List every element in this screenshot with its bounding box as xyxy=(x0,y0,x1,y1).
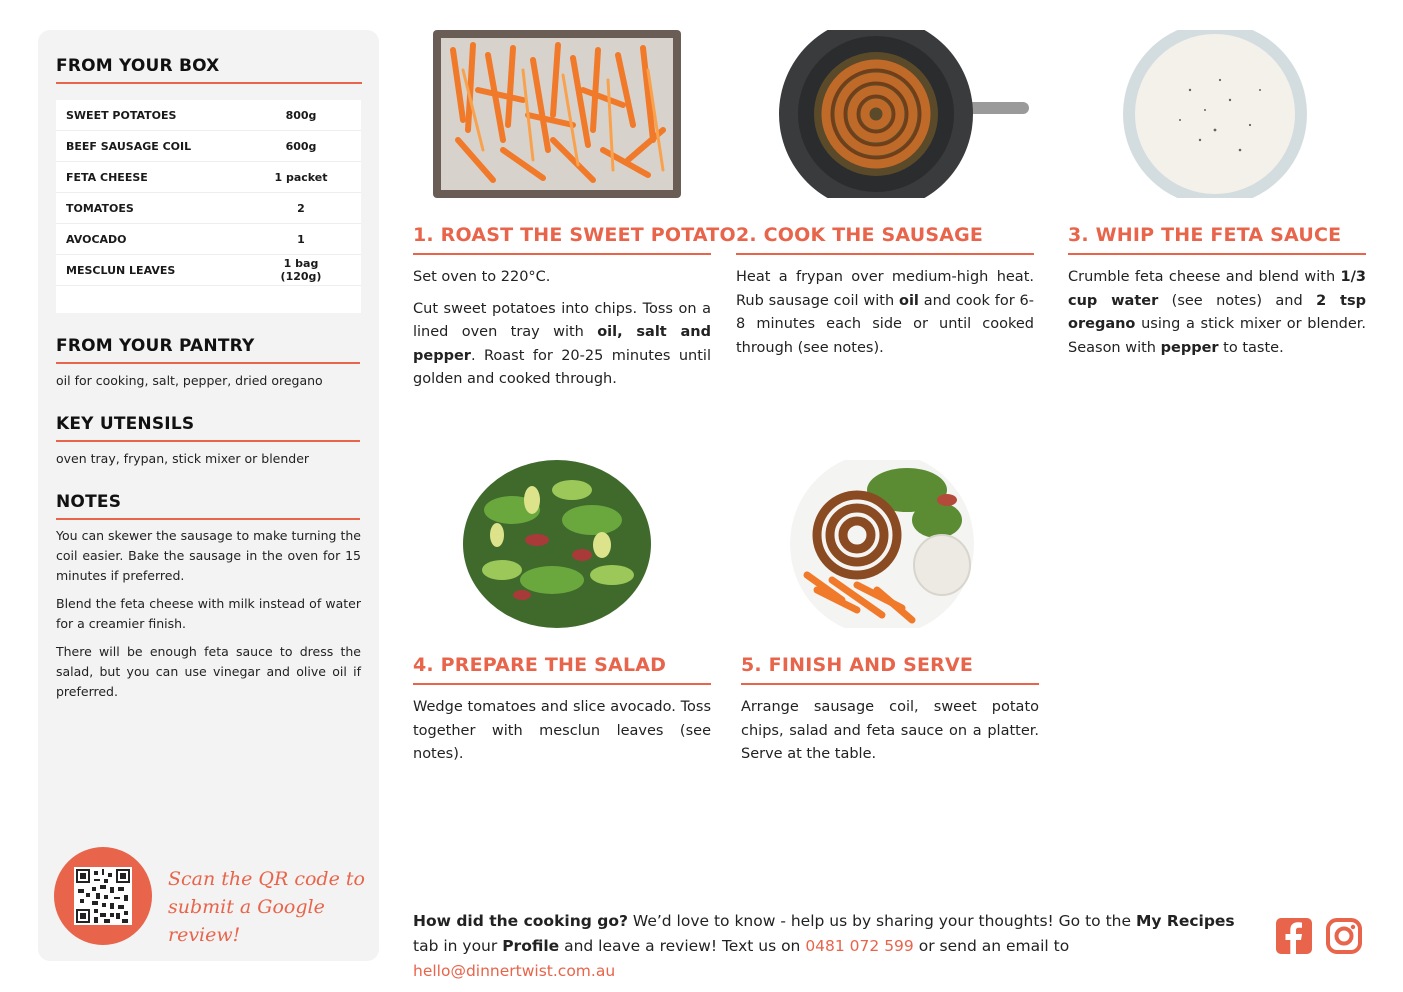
step-4-body xyxy=(413,696,711,775)
phone-link[interactable]: 0481 072 599 xyxy=(805,937,914,955)
divider xyxy=(1068,253,1366,255)
step-text xyxy=(736,266,1034,360)
email-link[interactable]: hello@dinnertwist.com.au xyxy=(413,962,616,980)
divider xyxy=(56,82,362,84)
text-run: or send an email to xyxy=(913,937,1070,955)
step-3-image xyxy=(1120,30,1310,198)
step-3-title: 3. WHIP THE FETA SAUCE xyxy=(1068,224,1342,246)
divider xyxy=(56,440,360,442)
divider xyxy=(413,253,711,255)
step-5-body xyxy=(741,696,1039,775)
ingredient-name: MESCLUN LEAVES xyxy=(66,263,176,277)
ingredient-qty: 600g xyxy=(285,139,317,153)
text-run: tab in your xyxy=(413,937,503,955)
step-text: Arrange sausage coil, sweet potato chips, salad and feta sauce on a platter. Serve at the table. xyxy=(741,699,1039,762)
step-1-body xyxy=(413,266,711,400)
notes-list xyxy=(56,526,361,710)
text-run: . Roast for 20-25 minutes until golden and cooked through. xyxy=(413,347,711,387)
ingredient-name: BEEF SAUSAGE COIL xyxy=(66,139,192,153)
divider xyxy=(413,683,711,685)
notes-title: NOTES xyxy=(56,492,122,512)
footer-question: How did the cooking go? xyxy=(413,912,628,930)
utensils-text: oven tray, frypan, stick mixer or blender xyxy=(56,451,310,466)
qr-caption-line: Scan the QR code to xyxy=(168,868,365,890)
divider xyxy=(56,518,360,520)
step-4-image xyxy=(462,460,652,628)
text-run: We’d love to know - help us by sharing your thoughts! Go to the xyxy=(627,912,1136,930)
qr-badge[interactable] xyxy=(54,847,152,945)
text-bold: oil, salt and pepper xyxy=(413,324,712,364)
ingredient-qty: 1 xyxy=(297,232,305,246)
step-text xyxy=(413,298,711,392)
sidebar-panel xyxy=(38,30,379,961)
ingredient-qty: 2 xyxy=(297,201,305,215)
table-row xyxy=(56,255,361,286)
text-run: using a stick mixer or blender. Season with xyxy=(1068,316,1366,356)
step-text xyxy=(1068,266,1366,360)
divider xyxy=(741,683,1039,685)
divider xyxy=(56,362,360,364)
text-run: and leave a review! Text us on xyxy=(559,937,806,955)
table-row xyxy=(56,162,361,193)
note-item: There will be enough feta sauce to dress the salad, but you can use vinegar and olive oil if preferred. xyxy=(56,644,361,699)
step-5-image xyxy=(787,460,977,628)
my-recipes-link[interactable]: My Recipes xyxy=(1135,912,1235,930)
key-utensils-title: KEY UTENSILS xyxy=(56,414,195,434)
text-run: to taste. xyxy=(1218,339,1284,356)
step-1-image xyxy=(433,30,681,198)
step-1-title: 1. ROAST THE SWEET POTATO xyxy=(413,224,736,246)
step-3-body xyxy=(1068,266,1366,368)
step-2-title: 2. COOK THE SAUSAGE xyxy=(736,224,984,246)
ingredient-name: AVOCADO xyxy=(66,232,127,246)
ingredient-qty: 1 bag (120g) xyxy=(280,257,322,283)
table-row xyxy=(56,224,361,255)
text-run: and cook for 6-8 minutes each side or until cooked through (see notes). xyxy=(736,292,1034,356)
review-footer xyxy=(413,909,1263,984)
table-row xyxy=(56,100,361,131)
ingredient-name: FETA CHEESE xyxy=(66,170,148,184)
table-row xyxy=(56,131,361,162)
step-2-body xyxy=(736,266,1034,368)
ingredients-table xyxy=(56,100,361,313)
text-bold: oil xyxy=(898,292,919,309)
text-bold: 1/3 cup water xyxy=(1068,269,1366,309)
qr-caption-line: submit a Google review! xyxy=(168,896,325,946)
qr-caption xyxy=(168,865,368,949)
ingredient-qty: 1 packet xyxy=(274,170,328,184)
facebook-icon[interactable] xyxy=(1275,917,1313,955)
from-your-box-title: FROM YOUR BOX xyxy=(56,56,220,76)
note-item: You can skewer the sausage to make turning the coil easier. Bake the sausage in the oven for 15 minutes if preferred. xyxy=(56,528,361,583)
text-run: Crumble feta cheese and blend with xyxy=(1068,269,1341,285)
step-5-title: 5. FINISH AND SERVE xyxy=(741,654,974,676)
ingredient-qty: 800g xyxy=(285,108,317,122)
text-bold: pepper xyxy=(1160,339,1219,356)
instagram-icon[interactable] xyxy=(1325,917,1363,955)
text-bold: 2 tsp oregano xyxy=(1068,292,1366,332)
step-4-title: 4. PREPARE THE SALAD xyxy=(413,654,667,676)
ingredient-name: SWEET POTATOES xyxy=(66,108,177,122)
ingredient-name: TOMATOES xyxy=(66,201,134,215)
text-run: Heat a frypan over medium-high heat. Rub sausage coil with xyxy=(736,269,1034,309)
step-text: Wedge tomatoes and slice avocado. Toss together with mesclun leaves (see notes). xyxy=(413,699,711,762)
profile-link[interactable]: Profile xyxy=(502,937,560,955)
note-item: Blend the feta cheese with milk instead of water for a creamier finish. xyxy=(56,596,361,631)
step-text: Set oven to 220°C. xyxy=(413,269,551,285)
from-your-pantry-title: FROM YOUR PANTRY xyxy=(56,336,255,356)
pantry-text: oil for cooking, salt, pepper, dried oregano xyxy=(56,373,323,388)
qr-code-icon xyxy=(74,867,132,925)
text-run: (see notes) and xyxy=(1158,292,1317,309)
text-run: Cut sweet potatoes into chips. Toss on a lined oven tray with xyxy=(413,300,711,340)
table-row xyxy=(56,193,361,224)
step-2-image xyxy=(779,30,1031,198)
divider xyxy=(736,253,1034,255)
